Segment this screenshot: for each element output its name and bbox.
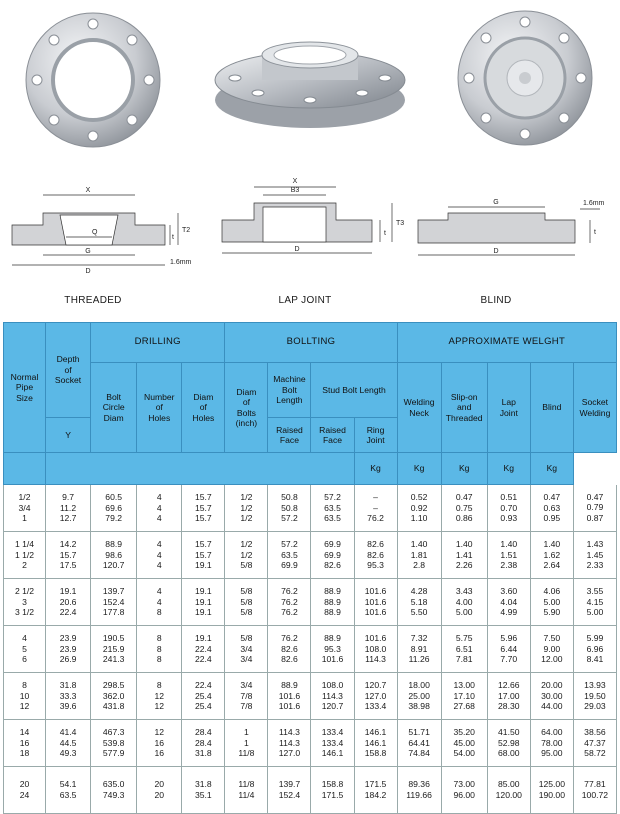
table-cell-nps: 20 24 [4,767,46,814]
header-welding-neck: Welding Neck [397,363,441,453]
header-kg-lap-joint: Kg [441,453,487,485]
header-ring-joint: Ring Joint [354,418,397,453]
table-cell-dh: 19.1 22.4 22.4 [182,626,225,673]
flange-spec-table [3,322,617,814]
table-cell-y: 9.7 11.2 12.7 [46,485,91,532]
header-approximate-weight: APPROXIMATE WELGHT [397,323,616,363]
table-cell-nh: 4 4 8 [137,579,182,626]
table-cell-so: 1.40 1.41 2.26 [441,532,487,579]
table-cell-lj: 5.96 6.44 7.70 [487,626,530,673]
table-cell-mb: 139.7 152.4 [268,767,311,814]
header-bolt-circle-diam: Bolt Circle Diam [91,363,137,453]
table-cell-y: 23.9 23.9 26.9 [46,626,91,673]
header-kg-blind: Kg [487,453,530,485]
table-row [4,485,617,532]
table-cell-db: 1/2 1/2 1/2 [225,485,268,532]
table-cell-lj: 85.00 120.00 [487,767,530,814]
header-lap-joint: Lap Joint [487,363,530,453]
table-cell-nh: 12 16 16 [137,720,182,767]
header-normal-pipe-size: Normal Pipe Size [4,323,46,453]
dim-t: t [172,234,174,241]
dim-d: D [85,268,91,275]
caption-threaded: THREADED [64,295,122,306]
lap-joint-section [222,178,404,253]
table-cell-bl: 4.06 5.00 5.90 [530,579,573,626]
table-row [4,673,617,720]
table-cell-db: 11/8 11/4 [225,767,268,814]
header-kg-welding-neck: Kg [354,453,397,485]
header-drilling: DRILLING [91,323,225,363]
table-cell-y: 19.1 20.6 22.4 [46,579,91,626]
table-cell-bc: 60.5 69.6 79.2 [91,485,137,532]
table-cell-sw: 38.56 47.37 58.72 [573,720,616,767]
dim-1-6mm: 1.6mm [583,200,605,207]
table-row [4,579,617,626]
table-cell-sw: 77.81 100.72 [573,767,616,814]
dim-b3: B3 [290,187,300,194]
table-cell-y: 14.2 15.7 17.5 [46,532,91,579]
table-cell-mb: 88.9 101.6 101.6 [268,673,311,720]
table-cell-nps: 1/2 3/4 1 [4,485,46,532]
header-slip-on-threaded: Slip-on and Threaded [441,363,487,453]
table-cell-rj: 82.6 82.6 95.3 [354,532,397,579]
lap-joint-flange-photo [215,42,405,128]
caption-blind: BLIND [480,295,512,306]
table-cell-lj: 12.66 17.00 28.30 [487,673,530,720]
table-cell-bl: 20.00 30.00 44.00 [530,673,573,720]
table-cell-dh: 31.8 35.1 [182,767,225,814]
header-socket-welding: Socket Welding [573,363,616,453]
threaded-flange-photo [26,13,160,147]
caption-lap-joint: LAP JOINT [278,295,332,306]
table-cell-sw: 0.47 0.79 0.87 [573,485,616,532]
table-cell-sr: 133.4 133.4 146.1 [311,720,354,767]
header-stud-bolt-length: Stud Bolt Length [311,363,397,418]
dim-t: t [384,230,386,237]
table-row [4,767,617,814]
table-cell-nps: 4 5 6 [4,626,46,673]
header-blind: Blind [530,363,573,453]
table-cell-bl: 0.47 0.63 0.95 [530,485,573,532]
table-cell-mb: 50.8 50.8 57.2 [268,485,311,532]
table-cell-bc: 190.5 215.9 241.3 [91,626,137,673]
table-cell-sr: 88.9 95.3 101.6 [311,626,354,673]
table-cell-y: 41.4 44.5 49.3 [46,720,91,767]
blind-flange-photo [458,11,592,145]
table-cell-nh: 20 20 [137,767,182,814]
table-cell-rj: 171.5 184.2 [354,767,397,814]
table-cell-nps: 8 10 12 [4,673,46,720]
header-machine-bolt-length: Machine Bolt Length [268,363,311,418]
flange-cross-section-drawings [0,165,620,285]
table-cell-wn: 51.71 64.41 74.84 [397,720,441,767]
table-cell-sw: 13.93 19.50 29.03 [573,673,616,720]
table-cell-mb: 76.2 76.2 76.2 [268,579,311,626]
table-cell-lj: 3.60 4.04 4.99 [487,579,530,626]
table-cell-wn: 18.00 25.00 38.98 [397,673,441,720]
header-depth-of-socket: Depth of Socket [46,323,91,418]
table-cell-nps: 1 1/4 1 1/2 2 [4,532,46,579]
table-cell-lj: 1.40 1.51 2.38 [487,532,530,579]
table-cell-rj: 120.7 127.0 133.4 [354,673,397,720]
dim-d: D [294,246,300,253]
dim-g: G [493,199,499,206]
table-cell-y: 31.8 33.3 39.6 [46,673,91,720]
table-cell-mb: 76.2 82.6 82.6 [268,626,311,673]
dim-g: G [85,248,91,255]
table-cell-sr: 69.9 69.9 82.6 [311,532,354,579]
header-blank [46,453,355,485]
table-cell-db: 1 1 11/8 [225,720,268,767]
table-cell-sw: 3.55 4.15 5.00 [573,579,616,626]
table-cell-wn: 0.52 0.92 1.10 [397,485,441,532]
table-cell-db: 5/8 5/8 5/8 [225,579,268,626]
table-cell-db: 5/8 3/4 3/4 [225,626,268,673]
header-number-of-holes: Number of Holes [137,363,182,453]
table-cell-nh: 4 4 4 [137,485,182,532]
table-cell-wn: 1.40 1.81 2.8 [397,532,441,579]
table-row [4,626,617,673]
table-cell-bc: 88.9 98.6 120.7 [91,532,137,579]
table-cell-wn: 4.28 5.18 5.50 [397,579,441,626]
table-cell-mb: 57.2 63.5 69.9 [268,532,311,579]
table-cell-sr: 108.0 114.3 120.7 [311,673,354,720]
table-cell-sr: 57.2 63.5 63.5 [311,485,354,532]
table-cell-nh: 8 12 12 [137,673,182,720]
table-cell-so: 73.00 96.00 [441,767,487,814]
header-diam-of-bolts: Diam of Bolts (inch) [225,363,268,453]
table-row [4,720,617,767]
table-cell-nps: 2 1/2 3 3 1/2 [4,579,46,626]
table-cell-bc: 467.3 539.8 577.9 [91,720,137,767]
table-cell-wn: 7.32 8.91 11.26 [397,626,441,673]
table-cell-so: 0.47 0.75 0.86 [441,485,487,532]
dim-x: X [292,178,298,185]
table-cell-bc: 298.5 362.0 431.8 [91,673,137,720]
table-cell-so: 35.20 45.00 54.00 [441,720,487,767]
table-cell-y: 54.1 63.5 [46,767,91,814]
header-diam-of-holes: Diam of Holes [182,363,225,453]
header-raised-face-stud: Raised Face [311,418,354,453]
dim-q: Q [92,229,98,236]
dim-1-6mm: 1.6mm [170,259,192,266]
dim-t2: T2 [182,227,191,234]
table-cell-dh: 28.4 28.4 31.8 [182,720,225,767]
table-cell-so: 5.75 6.51 7.81 [441,626,487,673]
table-row [4,532,617,579]
header-bolting: BOLLTING [225,323,397,363]
header-raised-face-machine: Raised Face [268,418,311,453]
table-cell-mb: 114.3 114.3 127.0 [268,720,311,767]
flange-photos [0,0,620,165]
table-cell-db: 3/4 7/8 7/8 [225,673,268,720]
table-cell-rj: 101.6 101.6 101.6 [354,579,397,626]
table-cell-dh: 19.1 19.1 19.1 [182,579,225,626]
table-cell-dh: 15.7 15.7 19.1 [182,532,225,579]
blind-section [418,199,605,255]
header-blank [4,453,46,485]
table-cell-db: 1/2 1/2 5/8 [225,532,268,579]
table-cell-sw: 1.43 1.45 2.33 [573,532,616,579]
threaded-section [12,187,192,275]
table-cell-rj: – – 76.2 [354,485,397,532]
table-cell-bl: 64.00 78.00 95.00 [530,720,573,767]
dim-t: t [594,229,596,236]
table-cell-nps: 14 16 18 [4,720,46,767]
table-cell-dh: 15.7 15.7 15.7 [182,485,225,532]
table-cell-lj: 41.50 52.98 68.00 [487,720,530,767]
table-cell-rj: 101.6 108.0 114.3 [354,626,397,673]
dim-d: D [493,248,499,255]
dim-x: X [85,187,91,194]
table-cell-bl: 7.50 9.00 12.00 [530,626,573,673]
table-cell-bc: 139.7 152.4 177.8 [91,579,137,626]
table-cell-nh: 4 4 4 [137,532,182,579]
table-cell-dh: 22.4 25.4 25.4 [182,673,225,720]
table-cell-sw: 5.99 6.96 8.41 [573,626,616,673]
table-cell-so: 3.43 4.00 5.00 [441,579,487,626]
table-cell-sr: 158.8 171.5 [311,767,354,814]
table-cell-rj: 146.1 146.1 158.8 [354,720,397,767]
table-cell-bl: 1.40 1.62 2.64 [530,532,573,579]
header-depth-unit: Y [46,418,91,453]
header-kg-socket: Kg [530,453,573,485]
table-cell-nh: 8 8 8 [137,626,182,673]
header-kg-slip-on: Kg [397,453,441,485]
table-cell-bc: 635.0 749.3 [91,767,137,814]
dim-t3: T3 [396,220,405,227]
table-cell-sr: 88.9 88.9 88.9 [311,579,354,626]
table-cell-lj: 0.51 0.70 0.93 [487,485,530,532]
table-cell-so: 13.00 17.10 27.68 [441,673,487,720]
table-cell-bl: 125.00 190.00 [530,767,573,814]
table-cell-wn: 89.36 119.66 [397,767,441,814]
